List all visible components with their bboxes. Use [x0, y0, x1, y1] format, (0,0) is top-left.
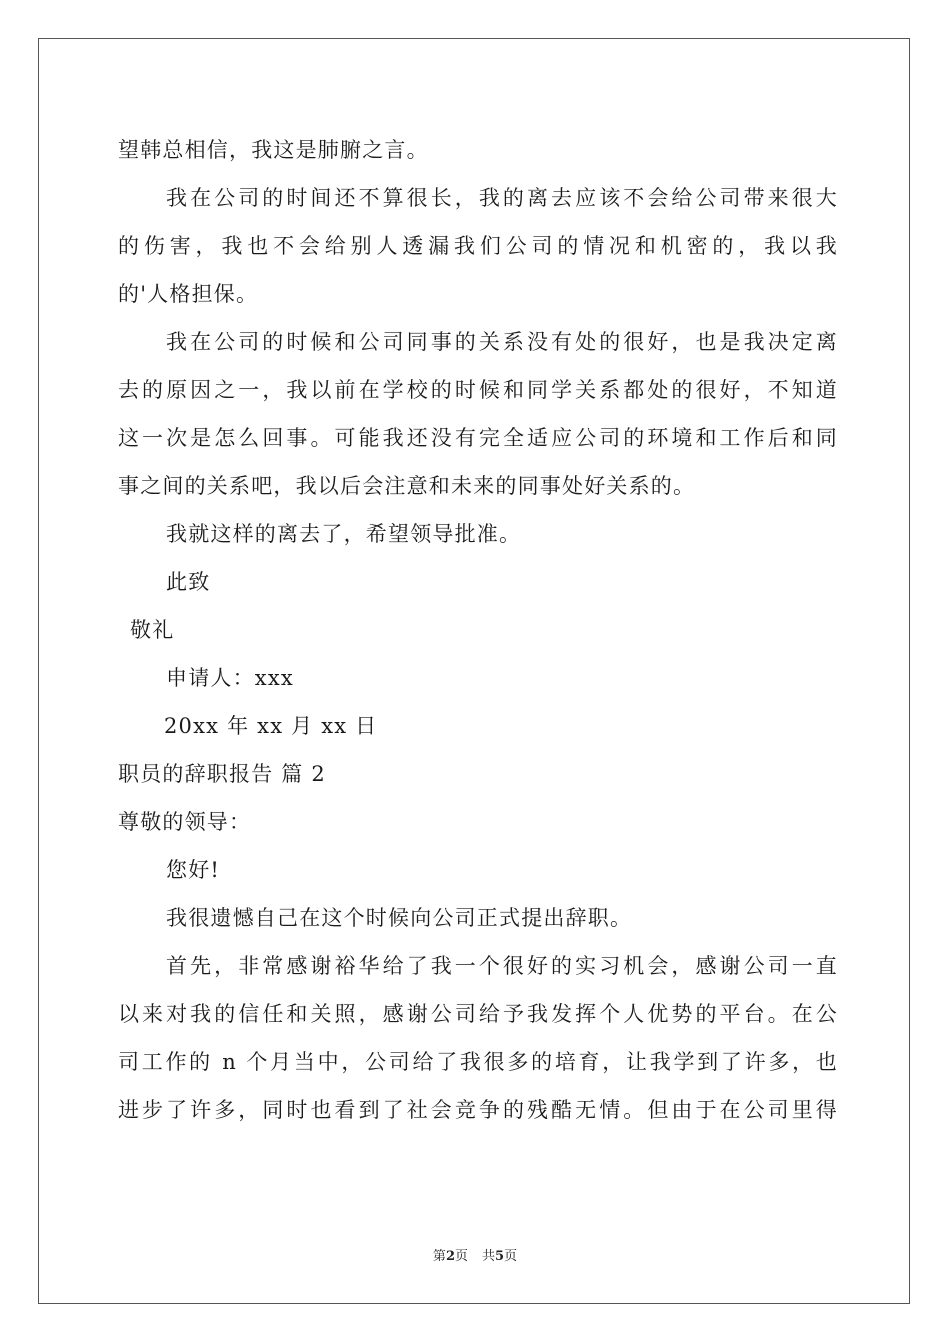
- text-line: 司工作的 n 个月当中，公司给了我很多的培育，让我学到了许多，也: [118, 1050, 838, 1074]
- total-pages: 5: [495, 1249, 505, 1264]
- text-line: 这一次是怎么回事。可能我还没有完全适应公司的环境和工作后和同: [118, 426, 838, 450]
- paragraph-line: 我就这样的离去了，希望领导批准。: [166, 522, 522, 546]
- section-heading: 职员的辞职报告 篇 2: [118, 762, 326, 786]
- paragraph-line: 首先，非常感谢裕华给了我一个很好的实习机会，感谢公司一直: [166, 954, 838, 978]
- closing-line: 此致: [166, 570, 211, 594]
- document-body: [118, 126, 838, 1134]
- paragraph-line: 我很遗憾自己在这个时候向公司正式提出辞职。: [166, 906, 633, 930]
- page-prefix: 第: [432, 1249, 446, 1264]
- page-number: 2: [445, 1249, 455, 1264]
- page-suffix: 页: [454, 1249, 468, 1264]
- paragraph-line: 我在公司的时间还不算很长，我的离去应该不会给公司带来很大: [166, 186, 838, 210]
- page-footer: [0, 1248, 950, 1266]
- text-line: 进步了许多，同时也看到了社会竞争的残酷无情。但由于在公司里得: [118, 1098, 838, 1122]
- total-prefix: 共: [482, 1249, 496, 1264]
- applicant-line: 申请人：xxx: [166, 666, 294, 690]
- date-line: 20xx 年 xx 月 xx 日: [164, 714, 378, 738]
- greeting-line: 您好!: [166, 858, 221, 882]
- text-line: 望韩总相信，我这是肺腑之言。: [118, 138, 429, 162]
- paragraph-line: 我在公司的时候和公司同事的关系没有处的很好，也是我决定离: [166, 330, 838, 354]
- text-line: 的伤害，我也不会给别人透漏我们公司的情况和机密的，我以我: [118, 234, 838, 258]
- text-line: 的'人格担保。: [118, 282, 259, 306]
- greeting-line: 尊敬的领导：: [118, 810, 252, 834]
- salutation-line: 敬礼: [130, 618, 175, 642]
- text-line: 以来对我的信任和关照，感谢公司给予我发挥个人优势的平台。在公: [118, 1002, 838, 1026]
- text-line: 去的原因之一，我以前在学校的时候和同学关系都处的很好，不知道: [118, 378, 838, 402]
- text-line: 事之间的关系吧，我以后会注意和未来的同事处好关系的。: [118, 474, 696, 498]
- total-suffix: 页: [504, 1249, 518, 1264]
